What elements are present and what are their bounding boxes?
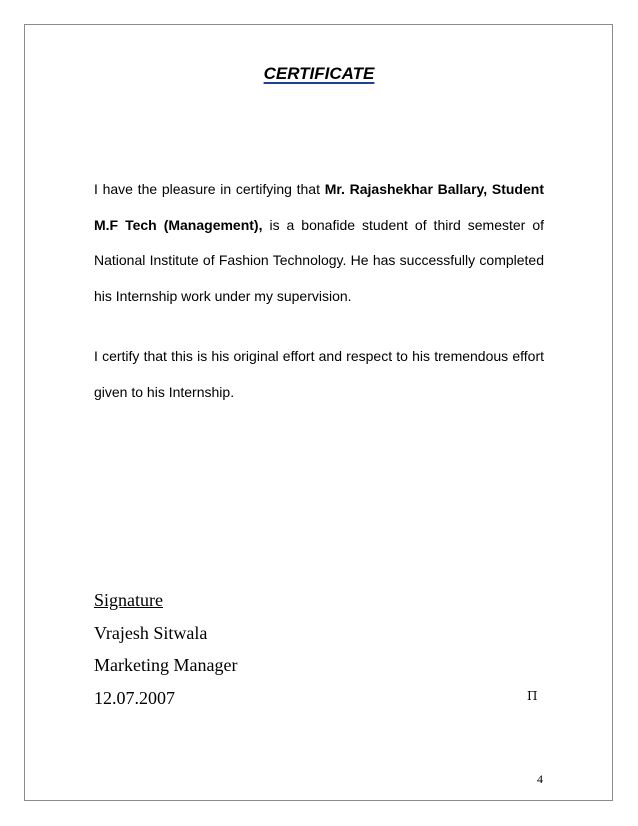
signatory-name: Vrajesh Sitwala (94, 623, 208, 643)
certificate-title: CERTIFICATE (263, 64, 375, 83)
signature-label: Signature (94, 590, 163, 610)
certification-statement: I certify that this is his original effort and respect to his tremendous effort given to his Internship. (94, 348, 544, 400)
corner-mark: Π (527, 689, 538, 703)
page-border (24, 24, 613, 801)
body-text: is a bonafide student of third semester of National Institute of Fashion Technology. He has successfully completed his Internship work under my supervision. (94, 216, 544, 304)
intro-text: I have the pleasure in certifying that (94, 181, 325, 197)
page-number: 4 (537, 772, 543, 786)
signature-date: 12.07.2007 (94, 688, 175, 708)
student-name: Mr. Rajashekhar Ballary, Student M.F Tech (Management), (94, 181, 544, 233)
signatory-designation: Marketing Manager (94, 655, 238, 675)
certificate-body-paragraph (94, 172, 544, 314)
